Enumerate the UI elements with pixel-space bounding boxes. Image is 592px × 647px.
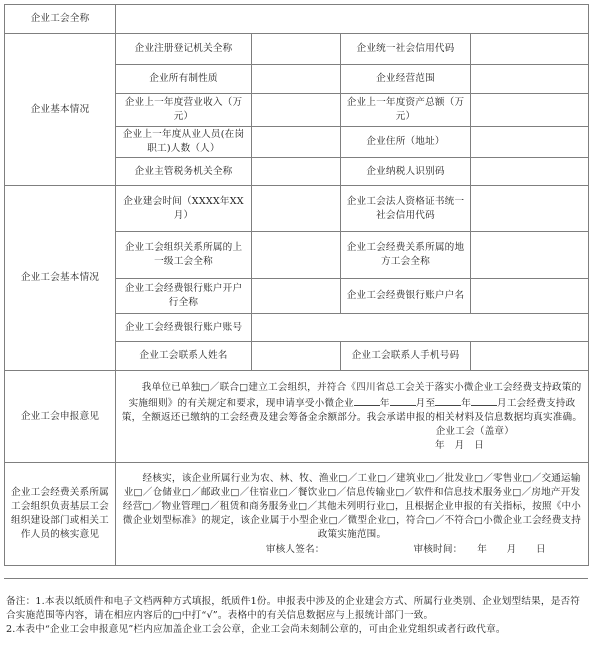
declaration-cell[interactable]: [116, 371, 589, 463]
declaration-part1: 我单位已单独□／联合□建立工会组织，并符合《四川省总工会关于落实小微企业工会经费支持政策的实施细则》的有关规定和要求，现申请享受小微企业: [128, 381, 582, 409]
review-opinion-label: 企业工会经费关系所属工会组织负责基层工会组织建设部门或相关工作人员的核实意见: [5, 463, 116, 566]
declaration-seal-label: 企业工会（盖章）: [435, 425, 514, 437]
total-assets-label: 企业上一年度资产总额（万元）: [341, 94, 471, 127]
year-blank-1[interactable]: [354, 395, 380, 406]
business-scope-label: 企业经营范围: [341, 65, 471, 94]
month-label-1: 月至: [415, 397, 436, 409]
review-signature-row: [120, 543, 584, 557]
note-line-1: 备注：1.本表以纸质件和电子文档两种方式填报，纸质件1份。申报表中涉及的企业建会方式、所属行业类别、企业划型结果，是否符合实施范围等内容，请在相应内容后的□中打“√”。表格中的有关信息数据应与上报统计部门一致。: [6, 596, 581, 621]
basic-info-section-label: 企业基本情况: [5, 34, 116, 186]
notes-divider: [4, 578, 588, 579]
credit-code-field[interactable]: [471, 34, 589, 65]
note-line-2: 2.本表中“企业工会申报意见”栏内应加盖企业工会公章，企业工会尚未刻制公章的，可由企业党组织或者行政代章。: [6, 624, 506, 635]
total-assets-field[interactable]: [471, 94, 589, 127]
employees-label: 企业上一年度从业人员(在岗职工)人数（人）: [116, 127, 252, 158]
taxpayer-id-label: 企业纳税人识别码: [341, 158, 471, 186]
address-label: 企业住所（地址）: [341, 127, 471, 158]
year-label-1: 年: [379, 397, 390, 409]
taxpayer-id-field[interactable]: [471, 158, 589, 186]
employees-field[interactable]: [252, 127, 341, 158]
year-label-2: 年: [461, 397, 472, 409]
reg-authority-label: 企业注册登记机关全称: [116, 34, 252, 65]
upper-union-label: 企业工会组织关系所属的上一级工会全称: [116, 232, 252, 279]
application-form-table: [4, 4, 589, 566]
address-field[interactable]: [471, 127, 589, 158]
revenue-label: 企业上一年度营业收入（万元）: [116, 94, 252, 127]
credit-code-label: 企业统一社会信用代码: [341, 34, 471, 65]
contact-phone-label: 企业工会联系人手机号码: [341, 342, 471, 371]
union-time-field[interactable]: [252, 186, 341, 232]
month-blank-2[interactable]: [471, 395, 497, 406]
account-no-field[interactable]: [252, 314, 589, 342]
ownership-field[interactable]: [252, 65, 341, 94]
account-no-label: 企业工会经费银行账户账号: [116, 314, 252, 342]
tax-authority-field[interactable]: [252, 158, 341, 186]
contact-name-field[interactable]: [252, 342, 341, 371]
business-scope-field[interactable]: [471, 65, 589, 94]
ownership-label: 企业所有制性质: [116, 65, 252, 94]
tax-authority-label: 企业主管税务机关全称: [116, 158, 252, 186]
account-name-field[interactable]: [471, 279, 589, 314]
year-blank-2[interactable]: [435, 395, 461, 406]
reviewer-signature-label: 审核人签名：: [265, 543, 325, 555]
revenue-field[interactable]: [252, 94, 341, 127]
reg-authority-field[interactable]: [252, 34, 341, 65]
declaration-part2: 月工会经费支持政策，全额返还已缴纳的工会经费及建会筹备金余额部分。我会承诺申报的相关材料及信息数据均真实准确。: [121, 397, 583, 423]
union-full-name-label: 企业工会全称: [5, 5, 116, 34]
declaration-date-label: 年 月 日: [435, 439, 484, 451]
contact-phone-field[interactable]: [471, 342, 589, 371]
month-blank-1[interactable]: [390, 395, 416, 406]
review-time-label: 审核时间： 年 月 日: [413, 543, 546, 555]
union-legal-code-field[interactable]: [471, 186, 589, 232]
review-text: 经核实，该企业所属行业为农、林、牧、渔业□／工业□／建筑业□／批发业□／零售业□／交通运输业□／仓储业□／邮政业□／住宿业□／餐饮业□／信息传输业□／软件和信息技术服务业□／房地产开发经营□／物业管理□／租赁和商务服务业□／其他未列明行业□，且根据企业申报的有关指标，按照《中小微企业划型标准》的规定，该企业属于小型企业□／微型企业□，符合□／不符合□小微企业工会经费支持政策实施范围。: [122, 472, 582, 540]
bank-name-field[interactable]: [252, 279, 341, 314]
upper-union-field[interactable]: [252, 232, 341, 279]
notes-section: [6, 595, 588, 637]
union-time-label: 企业建会时间（XXXX年XX月）: [116, 186, 252, 232]
union-legal-code-label: 企业工会法人资格证书统一社会信用代码: [341, 186, 471, 232]
union-full-name-field[interactable]: [116, 5, 589, 34]
bank-name-label: 企业工会经费银行账户开户行全称: [116, 279, 252, 314]
fund-union-field[interactable]: [471, 232, 589, 279]
declaration-text: [120, 381, 584, 425]
apply-opinion-label: 企业工会申报意见: [5, 371, 116, 463]
account-name-label: 企业工会经费银行账户户名: [341, 279, 471, 314]
contact-name-label: 企业工会联系人姓名: [116, 342, 252, 371]
fund-union-label: 企业工会经费关系所属的地方工会全称: [341, 232, 471, 279]
union-info-section-label: 企业工会基本情况: [5, 186, 116, 371]
review-cell[interactable]: [116, 463, 589, 566]
